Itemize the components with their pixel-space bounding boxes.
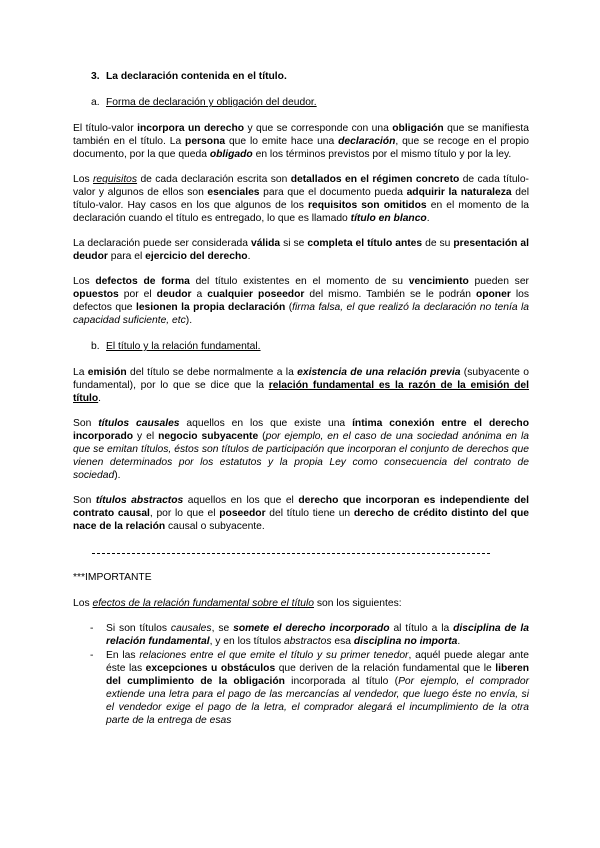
effects-list [73,622,529,727]
section-title: La declaración contenida en el título. [106,71,287,82]
subsection-a-title: Forma de declaración y obligación del deudor. [106,97,317,108]
paragraph-emision: La emisión del título se debe normalmente a la existencia de una relación previa (subyacente o fundamental), por lo que se dice que la relación fundamental es la razón de la emisión del título. [73,367,529,404]
list-item: - En las relaciones entre el que emite el título y su primer tenedor, aquél puede alegar ante éste las excepciones u obstáculos que deriven de la relación fundamental que le liberen del cumplimiento de la obligación incorporada al título (Por ejemplo, el comprador extiende una letra para el pago de las mercancías al vendedor, que luego éste no envía, si el vendedor exige el pago de la letra, el comprador alegará el incumplimiento de la otra parte de la entrega de esas [90,650,529,726]
paragraph-titulo-valor: El título-valor incorpora un derecho y que se corresponde con una obligación que se manifiesta también en el título. La persona que lo emite hace una declaración, que se recoge en el propio documento, por la que queda obligado en los términos previstos por el mismo título y por la ley. [73,123,529,160]
dashed-separator [92,553,490,554]
paragraph-titulos-abstractos: Son títulos abstractos aquellos en los que el derecho que incorporan es independiente del contrato causal, por lo que el poseedor del título tiene un derecho de crédito distinto del que nace de la relación causal o subyacente. [73,495,529,532]
list-item: - Si son títulos causales, se somete el derecho incorporado al título a la disciplina de la relación fundamental, y en los títulos abstractos esa disciplina no importa. [90,623,529,647]
subsection-b-letter: b. [91,341,100,352]
paragraph-titulos-causales: Son títulos causales aquellos en los que existe una íntima conexión entre el derecho incorporado y el negocio subyacente (por ejemplo, en el caso de una sociedad anónima en la que se emitan títulos, éstos son títulos de participación que incorporan el conjunto de derechos que vienen determinados por los estatutos y la propia Ley como consecuencia del contrato de sociedad). [73,418,529,481]
subsection-b-title: El título y la relación fundamental. [106,341,261,352]
document-page [73,70,529,728]
paragraph-efectos: Los efectos de la relación fundamental sobre el título son los siguientes: [73,598,402,609]
section-number: 3. [91,71,100,82]
paragraph-requisitos: Los requisitos de cada declaración escrita son detallados en el régimen concreto de cada título-valor y algunos de ellos son esenciales para que el documento pueda adquirir la naturaleza del título-valor. Hay casos en los que algunos de los requisitos son omitidos en el momento de la declaración cuando el título es entregado, lo que es llamado título en blanco. [73,174,529,224]
dash-bullet: - [90,623,94,634]
paragraph-defectos: Los defectos de forma del título existentes en el momento de su vencimiento pueden ser opuestos por el deudor a cualquier poseedor del mismo. También se le podrán oponer los defectos que lesionen la propia declaración (firma falsa, el que realizó la declaración no tenía la capacidad suficiente, etc). [73,276,530,326]
section-heading [91,70,529,84]
dash-bullet: - [90,650,94,661]
subsection-a-heading [91,96,529,109]
important-note: ***IMPORTANTE [73,572,152,583]
paragraph-validez: La declaración puede ser considerada válida si se completa el título antes de su presentación al deudor para el ejercicio del derecho. [73,238,529,262]
subsection-b-heading [91,340,529,353]
subsection-a-letter: a. [91,97,100,108]
